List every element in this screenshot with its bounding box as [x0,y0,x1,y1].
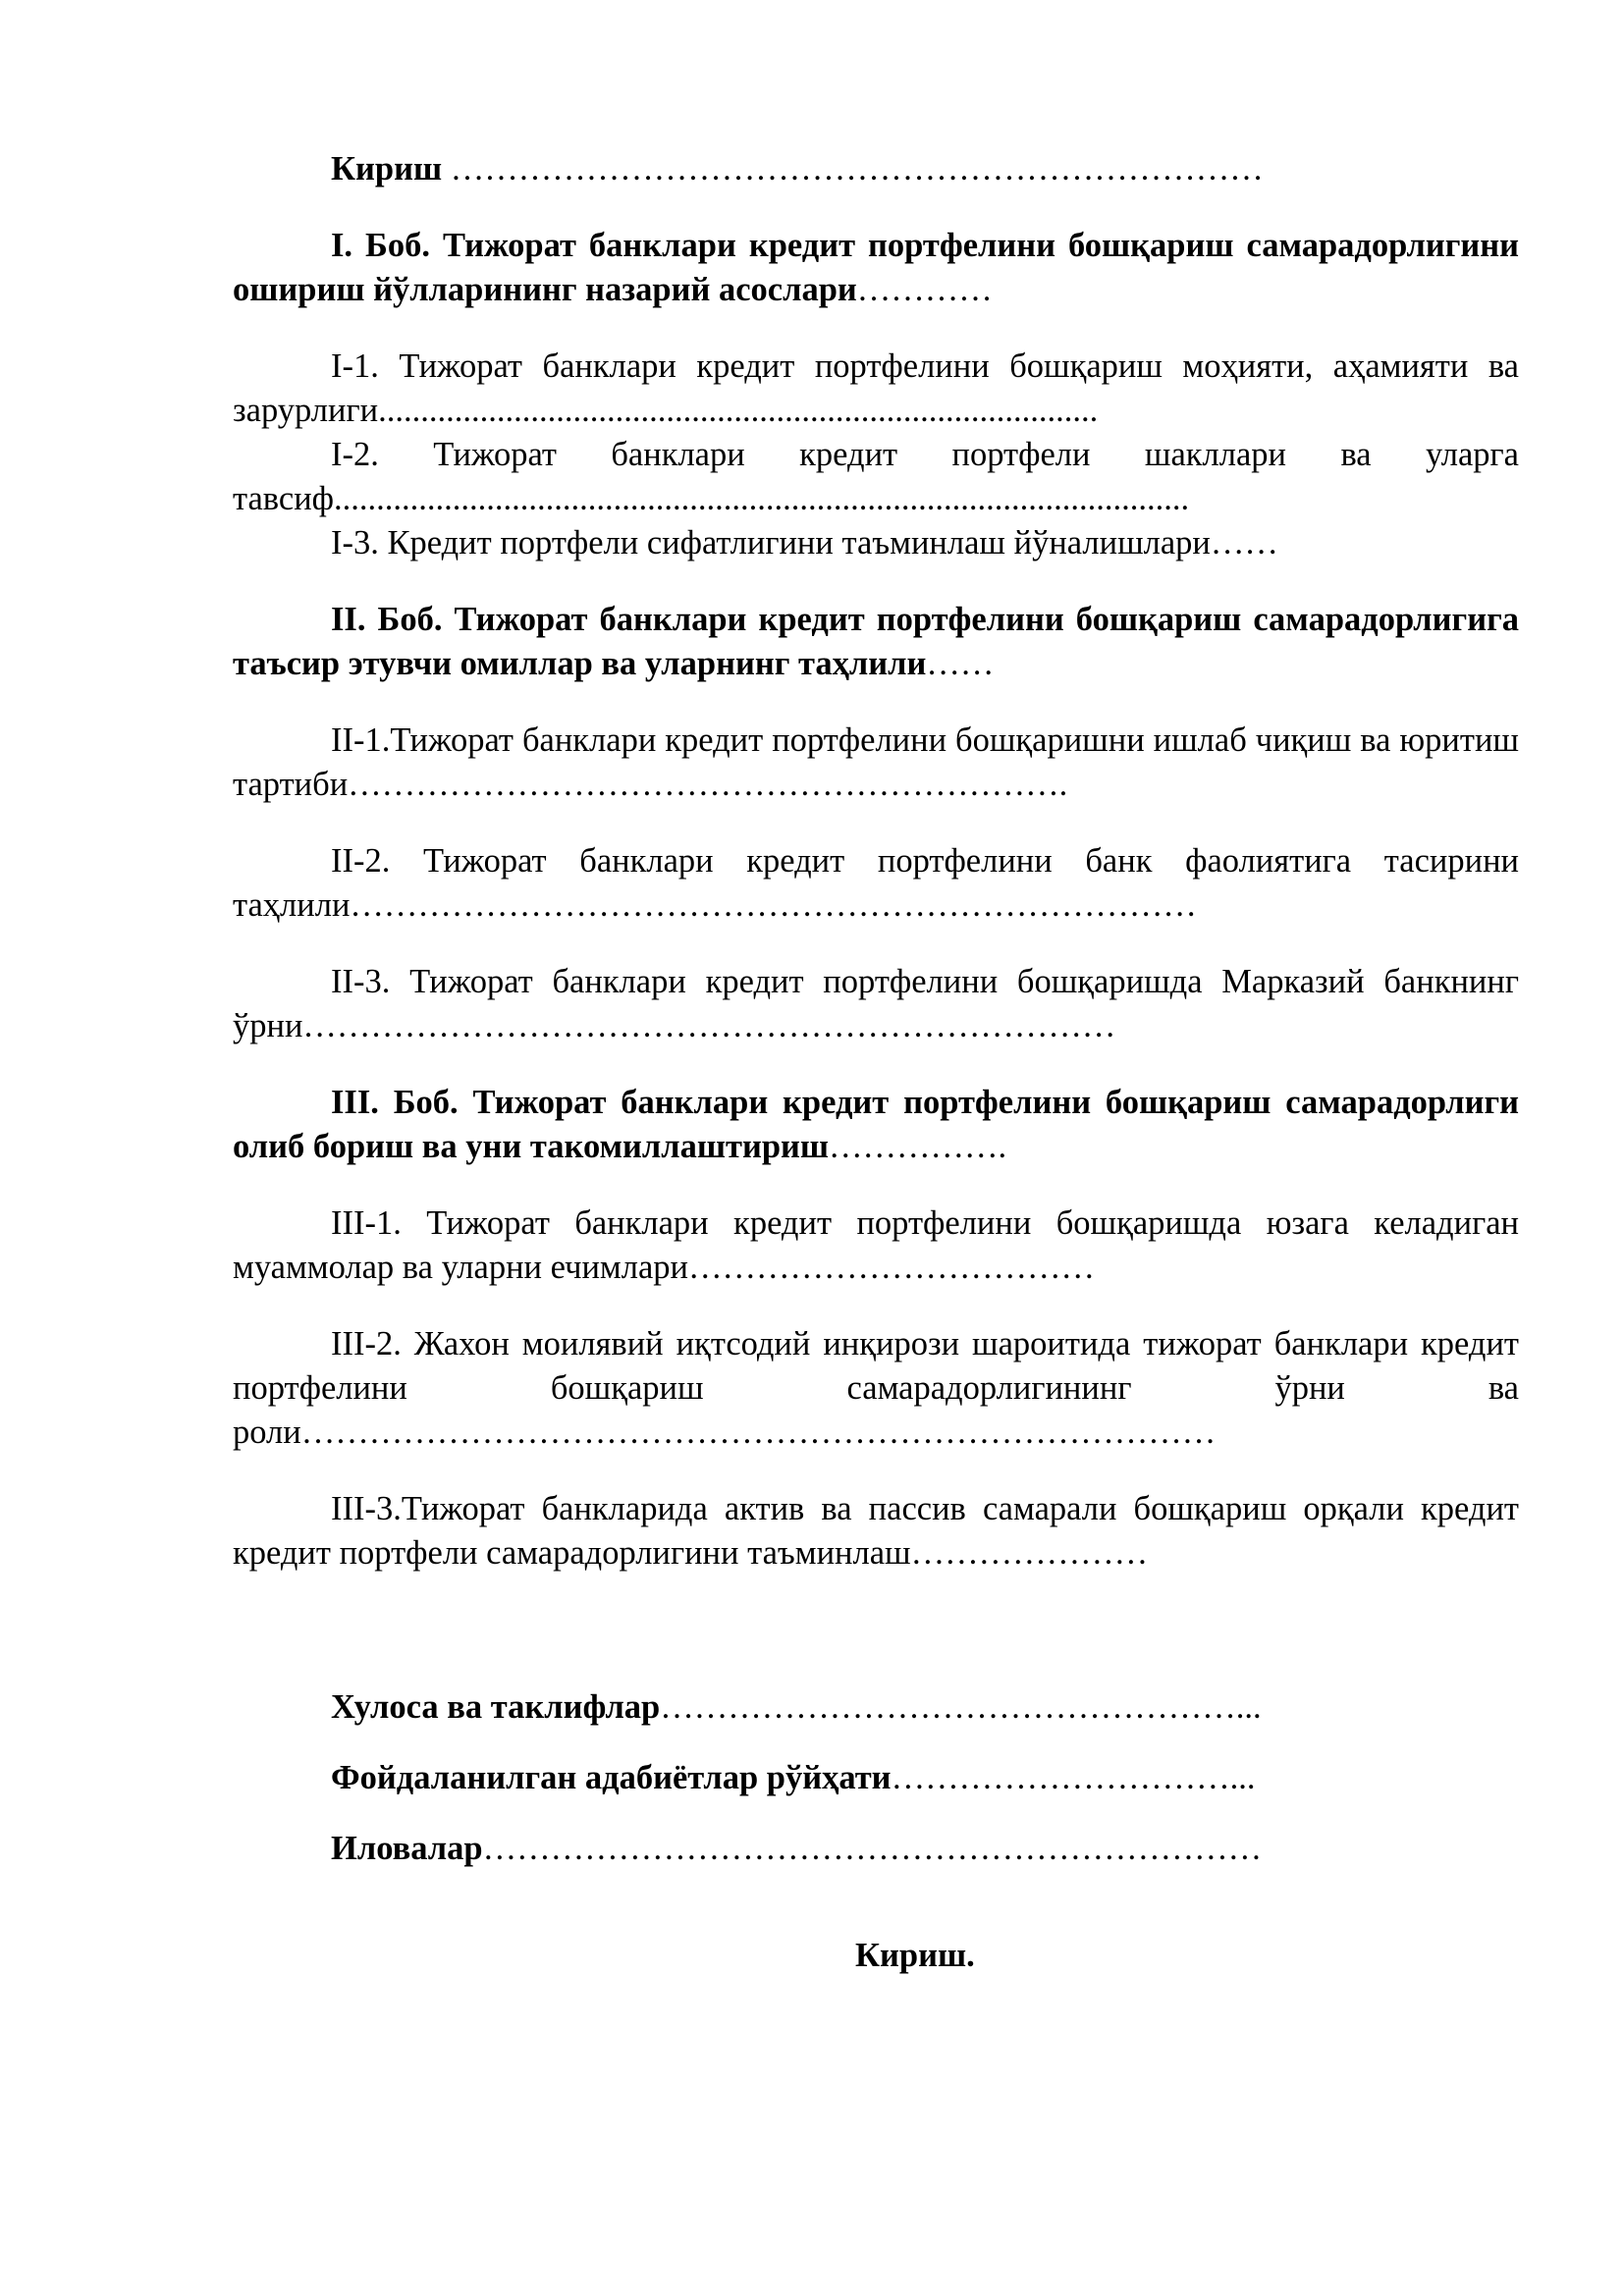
toc-chapter-2-title: II. Боб. Тижорат банклари кредит портфелини бошқариш самарадорлигига таъсир этувчи омиллар ва уларнинг таҳлили [233,601,1519,682]
toc-conclusion-title: Хулоса ва таклифлар [331,1688,661,1726]
toc-section-1-3: I-3. Кредит портфели сифатлигини таъминлаш йўналишлари…… [331,524,1278,561]
toc-chapter-3-leader: ……………. [829,1128,1007,1165]
toc-section-2-3: II-3. Тижорат банклари кредит портфелини бошқаришда Марказий банкнинг ўрни……………………………………………………………… [233,963,1519,1044]
toc-section-3-1: III-1. Тижорат банклари кредит портфелини бошқаришда юзага келадиган муаммолар ва уларни ечимлари……………………………… [233,1204,1519,1286]
toc-intro-leader: ……………………………………………………………… [442,150,1264,187]
toc-chapter-3 [233,1081,1519,1169]
toc-section-3-3: III-3.Тижорат банкларида актив ва пассив самарали бошқариш орқали кредит кредит портфели самарадорлигини таъминлаш………………… [233,1490,1519,1572]
closing-heading: Кириш. [855,1937,975,1974]
toc-conclusion [233,1685,1519,1730]
toc-chapter-2-leader: …… [926,645,995,682]
table-of-contents [233,147,1519,1871]
toc-intro-title: Кириш [331,150,443,187]
toc-chapter-1-leader: ………… [856,271,993,308]
toc-chapter-2 [233,598,1519,686]
toc-chapter-1 [233,224,1519,312]
toc-entry-intro [233,147,1519,191]
toc-appendices-title: Иловалар [331,1830,483,1867]
toc-references [233,1756,1519,1800]
toc-chapter-3-title: III. Боб. Тижорат банклари кредит портфелини бошқариш самарадорлиги олиб бориш ва уни такомиллаштириш [233,1084,1519,1165]
toc-section-2-2: II-2. Тижорат банклари кредит портфелини банк фаолиятига тасирини таҳлили………………………………………………………………… [233,842,1519,924]
toc-section-1-2: I-2. Тижорат банклари кредит портфели шакллари ва уларга тавсиф..................................................................................................... [233,436,1519,517]
toc-references-title: Фойдаланилган адабиётлар рўйҳати [331,1759,892,1796]
toc-appendices [233,1827,1519,1871]
toc-chapter-1-title: I. Боб. Тижорат банклари кредит портфелини бошқариш самарадорлигини ошириш йўлларининг назарий асослари [233,227,1519,308]
toc-appendices-leader: …………………………………………………………… [482,1830,1263,1867]
toc-section-1-1: I-1. Тижорат банклари кредит портфелини бошқариш моҳияти, аҳамияти ва зарурлиги..................................................................................... [233,347,1519,429]
toc-section-3-2: III-2. Жахон моилявий иқтсодий инқирози шароитида тижорат банклари кредит портфелини бошқариш самарадорлигининг ўрни ва роли……………………………………………………………………… [233,1325,1519,1451]
toc-conclusion-leader: ……………………………………………... [660,1688,1262,1726]
toc-section-2-1: II-1.Тижорат банклари кредит портфелини бошқаришни ишлаб чиқиш ва юритиш тартиби………………………………………………………. [233,721,1519,803]
toc-references-leader: …………………………... [891,1759,1256,1796]
